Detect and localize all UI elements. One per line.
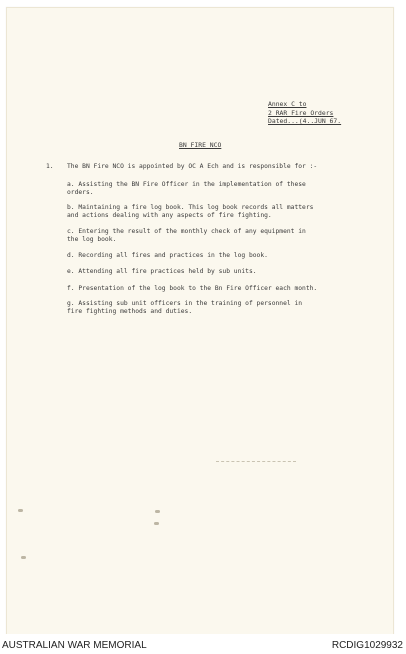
item-c-line-1: c. Entering the result of the monthly check of any equipment in	[67, 228, 306, 235]
item-b-line-1: b. Maintaining a fire log book. This log book records all matters	[67, 204, 314, 211]
item-e: e. Attending all fire practices held by sub units.	[67, 268, 257, 275]
paragraph-intro: The BN Fire NCO is appointed by OC A Ech and is responsible for :-	[67, 163, 318, 170]
paper-blemish	[155, 510, 160, 513]
annex-line-2: 2 RAR Fire Orders	[268, 108, 334, 117]
footer-institution: AUSTRALIAN WAR MEMORIAL	[2, 640, 147, 651]
document-title: BN FIRE NCO	[179, 141, 222, 149]
faint-dashed-mark	[216, 461, 296, 463]
item-d: d. Recording all fires and practices in the log book.	[67, 252, 268, 259]
annex-line-1: Annex C to	[268, 100, 307, 108]
footer-record-id: RCDIG1029932	[331, 640, 403, 651]
item-a-line-2: orders.	[67, 189, 94, 196]
item-g-line-2: fire fighting methods and duties.	[67, 308, 193, 315]
item-b-line-2: and actions dealing with any aspects of fire fighting.	[67, 212, 272, 219]
paper-blemish	[21, 556, 26, 559]
paper-blemish	[154, 522, 159, 525]
paragraph-number: 1.	[46, 163, 54, 170]
archive-footer	[0, 634, 406, 654]
item-f: f. Presentation of the log book to the Bn Fire Officer each month.	[67, 285, 318, 292]
annex-reference	[268, 100, 341, 126]
item-a-line-1: a. Assisting the BN Fire Officer in the implementation of these	[67, 181, 306, 188]
paper-blemish	[18, 509, 23, 512]
item-g-line-1: g. Assisting sub unit officers in the training of personnel in	[67, 300, 303, 307]
annex-line-3: Dated...(4..JUN 67.	[268, 117, 342, 126]
item-c-line-2: the log book.	[67, 236, 117, 243]
